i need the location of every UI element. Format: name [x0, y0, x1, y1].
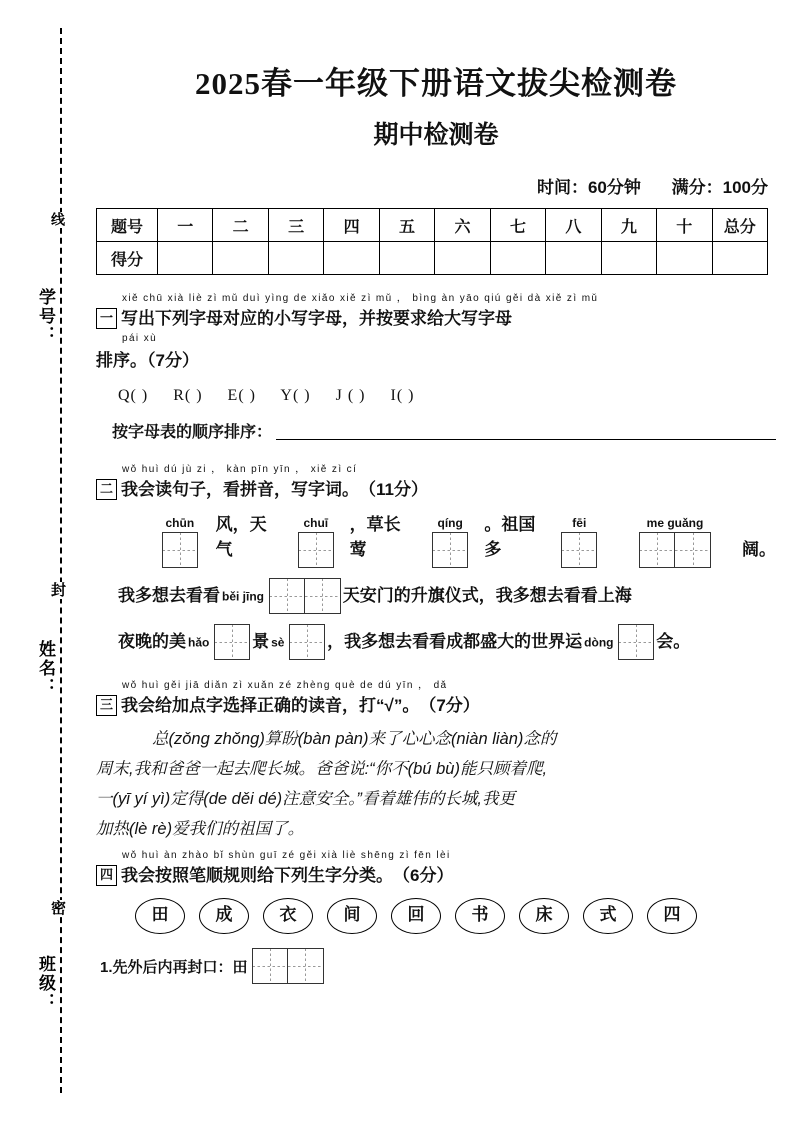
page-subtitle: 期中检测卷	[373, 122, 499, 149]
letter-item-Y[interactable]: Y( )	[280, 387, 311, 404]
question-4-number: 四	[96, 865, 117, 886]
char-oval-2[interactable]: 成	[199, 898, 249, 934]
question-2-row-2	[96, 578, 776, 614]
question-3-score: （7分）	[419, 696, 480, 715]
vertical-label-name: 姓名：	[18, 640, 58, 697]
char-oval-9[interactable]: 四	[647, 898, 697, 934]
question-4-heading	[96, 861, 776, 886]
letter-item-R[interactable]: R( )	[173, 387, 203, 404]
tianzige-cell[interactable]	[639, 532, 675, 568]
question-1-text-line2: 排序。	[96, 351, 147, 370]
char-oval-5[interactable]: 回	[391, 898, 441, 934]
score-col-10: 十	[657, 209, 712, 242]
tianzige-cell[interactable]	[252, 948, 288, 984]
question-3-pinyin: wǒ huì gěi jiā diǎn zì xuǎn zé zhèng què de dú yīn ， dǎ	[122, 680, 448, 691]
tianzige-pair[interactable]	[252, 948, 324, 984]
pinyin-box-fei[interactable]: fēi	[553, 512, 606, 568]
pinyin-box-me-guang[interactable]: me guǎng	[610, 512, 740, 568]
tianzige-cell[interactable]	[269, 578, 305, 614]
vertical-label-line: 线	[46, 212, 68, 228]
char-oval-1[interactable]: 田	[135, 898, 185, 934]
char-oval-8[interactable]: 式	[583, 898, 633, 934]
vertical-label-mi: 密	[46, 900, 68, 917]
score-col-5: 五	[379, 209, 434, 242]
pinyin-box-se[interactable]: sè	[271, 624, 325, 660]
q2-text-9: ，我多想去看看成都盛大的世界运	[327, 632, 583, 651]
q2-text-6: 天安门的升旗仪式，我多想去看看上海	[342, 586, 632, 605]
question-2-pinyin: wǒ huì dú jù zi ， kàn pīn yīn ， xiě zì cí	[122, 464, 358, 475]
question-4-pinyin: wǒ huì àn zhào bǐ shùn guī zé gěi xià liè shēng zì fēn lèi	[122, 850, 451, 861]
tianzige-pair[interactable]	[269, 578, 341, 614]
question-1-heading	[96, 304, 776, 329]
pinyin-box-beijing[interactable]: běi jīng	[222, 578, 341, 614]
score-cell-6[interactable]	[435, 242, 490, 275]
tianzige-cell[interactable]	[214, 624, 250, 660]
question-1-order-line	[96, 419, 776, 442]
score-cell-8[interactable]	[546, 242, 601, 275]
letter-item-E[interactable]: E( )	[227, 387, 256, 404]
question-1-pinyin-line2: pái xù	[122, 333, 158, 344]
char-oval-7[interactable]: 床	[519, 898, 569, 934]
tianzige-cell[interactable]	[618, 624, 654, 660]
q2-text-8: 景	[252, 632, 270, 651]
score-col-4: 四	[324, 209, 379, 242]
score-table-label-1: 得分	[97, 242, 158, 275]
question-2-row-1	[96, 510, 776, 568]
vertical-label-student-id: 学号：	[18, 288, 58, 345]
question-1-letters	[96, 387, 776, 405]
question-2-score: （11分）	[359, 480, 428, 499]
char-oval-4[interactable]: 间	[327, 898, 377, 934]
q2-text-2: ，草长莺	[349, 515, 401, 559]
question-4	[96, 850, 776, 984]
tianzige-cell[interactable]	[298, 532, 334, 568]
score-col-total: 总分	[712, 209, 767, 242]
exam-meta	[96, 173, 776, 198]
char-oval-6[interactable]: 书	[455, 898, 505, 934]
pinyin-box-hao[interactable]: hǎo	[188, 624, 250, 660]
question-2-text: 我会读句子，看拼音，写字词。	[121, 480, 359, 499]
question-4-character-list	[96, 898, 776, 934]
exam-full-score: 满分：100分	[671, 178, 768, 197]
letter-item-I[interactable]: I( )	[390, 387, 415, 404]
question-3	[96, 676, 776, 844]
question-2-number: 二	[96, 479, 117, 500]
q2-text-5: 我多想去看看	[118, 586, 220, 605]
question-2-row-3	[96, 624, 776, 660]
score-col-2: 二	[213, 209, 268, 242]
q2-text-4: 阔。	[742, 540, 777, 559]
question-3-line-4: 加热(lè rè)爱我们的祖国了。	[96, 820, 305, 838]
question-2-heading	[96, 475, 776, 500]
score-col-6: 六	[435, 209, 490, 242]
question-1-text-line1: 写出下列字母对应的小写字母，并按要求给大写字母	[121, 309, 512, 328]
score-cell-7[interactable]	[490, 242, 545, 275]
pinyin-box-chun[interactable]: chūn	[146, 512, 214, 568]
score-cell-9[interactable]	[601, 242, 656, 275]
score-table-label-0: 题号	[97, 209, 158, 242]
letter-item-J[interactable]: J ( )	[335, 387, 366, 404]
vertical-label-class: 班级：	[18, 955, 58, 1012]
tianzige-cell[interactable]	[162, 532, 198, 568]
score-cell-1[interactable]	[158, 242, 213, 275]
question-3-line-3: 一(yī yí yì)定得(de děi dé)注意安全。”看着雄伟的长城,我更	[96, 790, 515, 808]
q2-text-1: 风，天气	[215, 515, 267, 559]
pinyin-box-chui[interactable]: chuī	[284, 512, 348, 568]
question-3-number: 三	[96, 695, 117, 716]
question-1-order-label: 按字母表的顺序排序：	[112, 424, 273, 441]
tianzige-pair[interactable]	[639, 532, 711, 568]
question-4-score: （6分）	[393, 866, 454, 885]
question-4-text: 我会按照笔顺规则给下列生字分类。	[121, 866, 393, 885]
score-cell-total[interactable]	[712, 242, 767, 275]
page-title: 2025春一年级下册语文拔尖检测卷	[195, 66, 677, 101]
question-2	[96, 460, 776, 660]
question-1-pinyin-line1: xiě chū xià liè zì mǔ duì yìng de xiǎo xiě zì mǔ ， bìng àn yāo qiú gěi dà xiě zì mǔ	[122, 293, 599, 304]
char-oval-3[interactable]: 衣	[263, 898, 313, 934]
question-1-order-answer-blank[interactable]	[276, 422, 776, 440]
tianzige-cell[interactable]	[305, 578, 341, 614]
question-1-score: （7分）	[147, 351, 199, 370]
pinyin-box-qing[interactable]: qíng	[418, 512, 482, 568]
q2-text-7: 夜晚的美	[118, 632, 186, 651]
question-3-heading	[96, 691, 776, 716]
score-cell-4[interactable]	[324, 242, 379, 275]
score-table	[96, 208, 768, 275]
letter-item-Q[interactable]: Q( )	[118, 387, 149, 404]
question-1-line2	[96, 346, 776, 371]
question-1-number: 一	[96, 308, 117, 329]
pinyin-box-dong[interactable]: dòng	[584, 624, 654, 660]
score-cell-3[interactable]	[268, 242, 323, 275]
score-col-8: 八	[546, 209, 601, 242]
exam-content	[96, 0, 776, 984]
question-3-paragraph[interactable]	[96, 724, 776, 844]
score-col-1: 一	[158, 209, 213, 242]
exam-time: 时间：60分钟	[536, 178, 641, 197]
tianzige-cell[interactable]	[432, 532, 468, 568]
table-row-scores	[97, 242, 768, 275]
question-3-line-1: 总(zǒng zhǒng)算盼(bàn pàn)来了心心念(niàn liàn)念的	[152, 730, 557, 748]
tianzige-cell[interactable]	[289, 624, 325, 660]
q2-text-10: 会。	[656, 632, 691, 651]
vertical-label-feng: 封	[46, 582, 68, 599]
binding-strip	[0, 0, 86, 1121]
tianzige-cell[interactable]	[288, 948, 324, 984]
question-1	[96, 289, 776, 442]
dashed-fold-line	[60, 28, 62, 1093]
score-col-9: 九	[601, 209, 656, 242]
question-4-answer-label: 1.先外后内再封口：田	[100, 958, 248, 976]
score-cell-2[interactable]	[213, 242, 268, 275]
score-cell-10[interactable]	[657, 242, 712, 275]
score-cell-5[interactable]	[379, 242, 434, 275]
tianzige-cell[interactable]	[675, 532, 711, 568]
question-4-answer-line	[96, 948, 776, 984]
score-col-7: 七	[490, 209, 545, 242]
question-3-text: 我会给加点字选择正确的读音，打“√”。	[121, 696, 420, 715]
tianzige-cell[interactable]	[561, 532, 597, 568]
question-3-line-2: 周末,我和爸爸一起去爬长城。爸爸说:“你不(bú bù)能只顾着爬,	[96, 760, 548, 778]
table-row-question-numbers	[97, 209, 768, 242]
score-col-3: 三	[268, 209, 323, 242]
q2-text-3: 。祖国多	[484, 515, 536, 559]
